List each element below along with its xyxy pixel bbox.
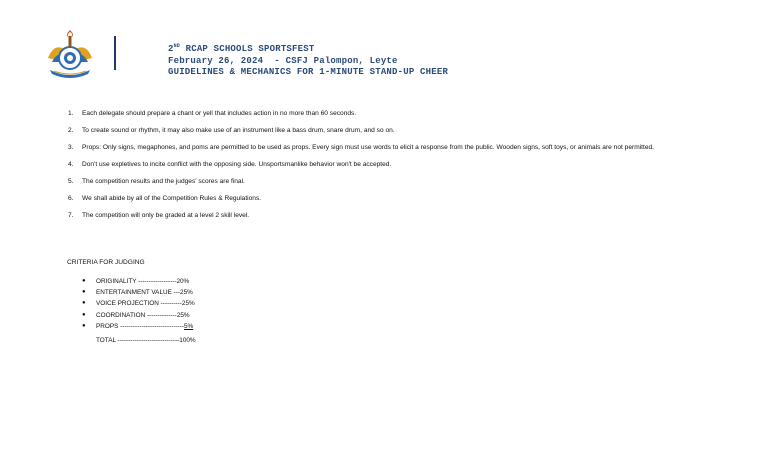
criteria-heading: CRITERIA FOR JUDGING	[67, 259, 145, 266]
criteria-item: ● PROPS ------------------------------5%	[82, 321, 195, 332]
guidelines-list	[67, 110, 717, 229]
guideline-item: 5. The competition results and the judges' scores are final.	[68, 178, 245, 185]
event-date-venue: February 26, 2024 - CSFJ Palompon, Leyte	[168, 55, 398, 66]
criteria-item: ● VOICE PROJECTION ----------25%	[82, 298, 195, 309]
event-title: 2ND RCAP SCHOOLS SPORTSFEST	[168, 43, 315, 54]
header-divider	[114, 36, 116, 70]
criteria-item: ● COORDINATION --------------25%	[82, 310, 195, 321]
guideline-item: 4. Don't use expletives to incite conflict with the opposing side. Unsportsmanlike behavior won't be accepted.	[68, 161, 392, 168]
document-subtitle: GUIDELINES & MECHANICS FOR 1-MINUTE STAND-UP CHEER	[168, 67, 449, 77]
bullet-icon: ●	[82, 278, 86, 284]
guideline-item: 3. Props: Only signs, megaphones, and poms are permitted to be used as props. Every sign must use words to elicit a response from the public. Wooden signs, soft toys, or animals are not permitted.	[68, 144, 654, 151]
document-header	[168, 41, 448, 79]
bullet-icon: ●	[82, 300, 86, 307]
criteria-item: ● ENTERTAINMENT VALUE ---25%	[82, 287, 195, 298]
school-seal-logo	[44, 28, 96, 80]
criteria-list	[82, 276, 195, 332]
guideline-item: 1. Each delegate should prepare a chant or yell that includes action in no more than 60 seconds.	[68, 110, 357, 117]
guideline-item: 2. To create sound or rhythm, it may also make use of an instrument like a bass drum, snare drum, and so on.	[68, 127, 395, 134]
criteria-total: TOTAL -----------------------------100%	[96, 337, 196, 344]
criteria-item: ● ORIGINALITY ------------------20%	[82, 276, 195, 287]
bullet-icon: ●	[82, 322, 86, 329]
guideline-item: 6. We shall abide by all of the Competition Rules & Regulations.	[68, 195, 262, 202]
bullet-icon: ●	[82, 311, 86, 318]
guideline-item: 7. The competition will only be graded at a level 2 skill level.	[68, 212, 250, 219]
bullet-icon: ●	[82, 289, 86, 296]
